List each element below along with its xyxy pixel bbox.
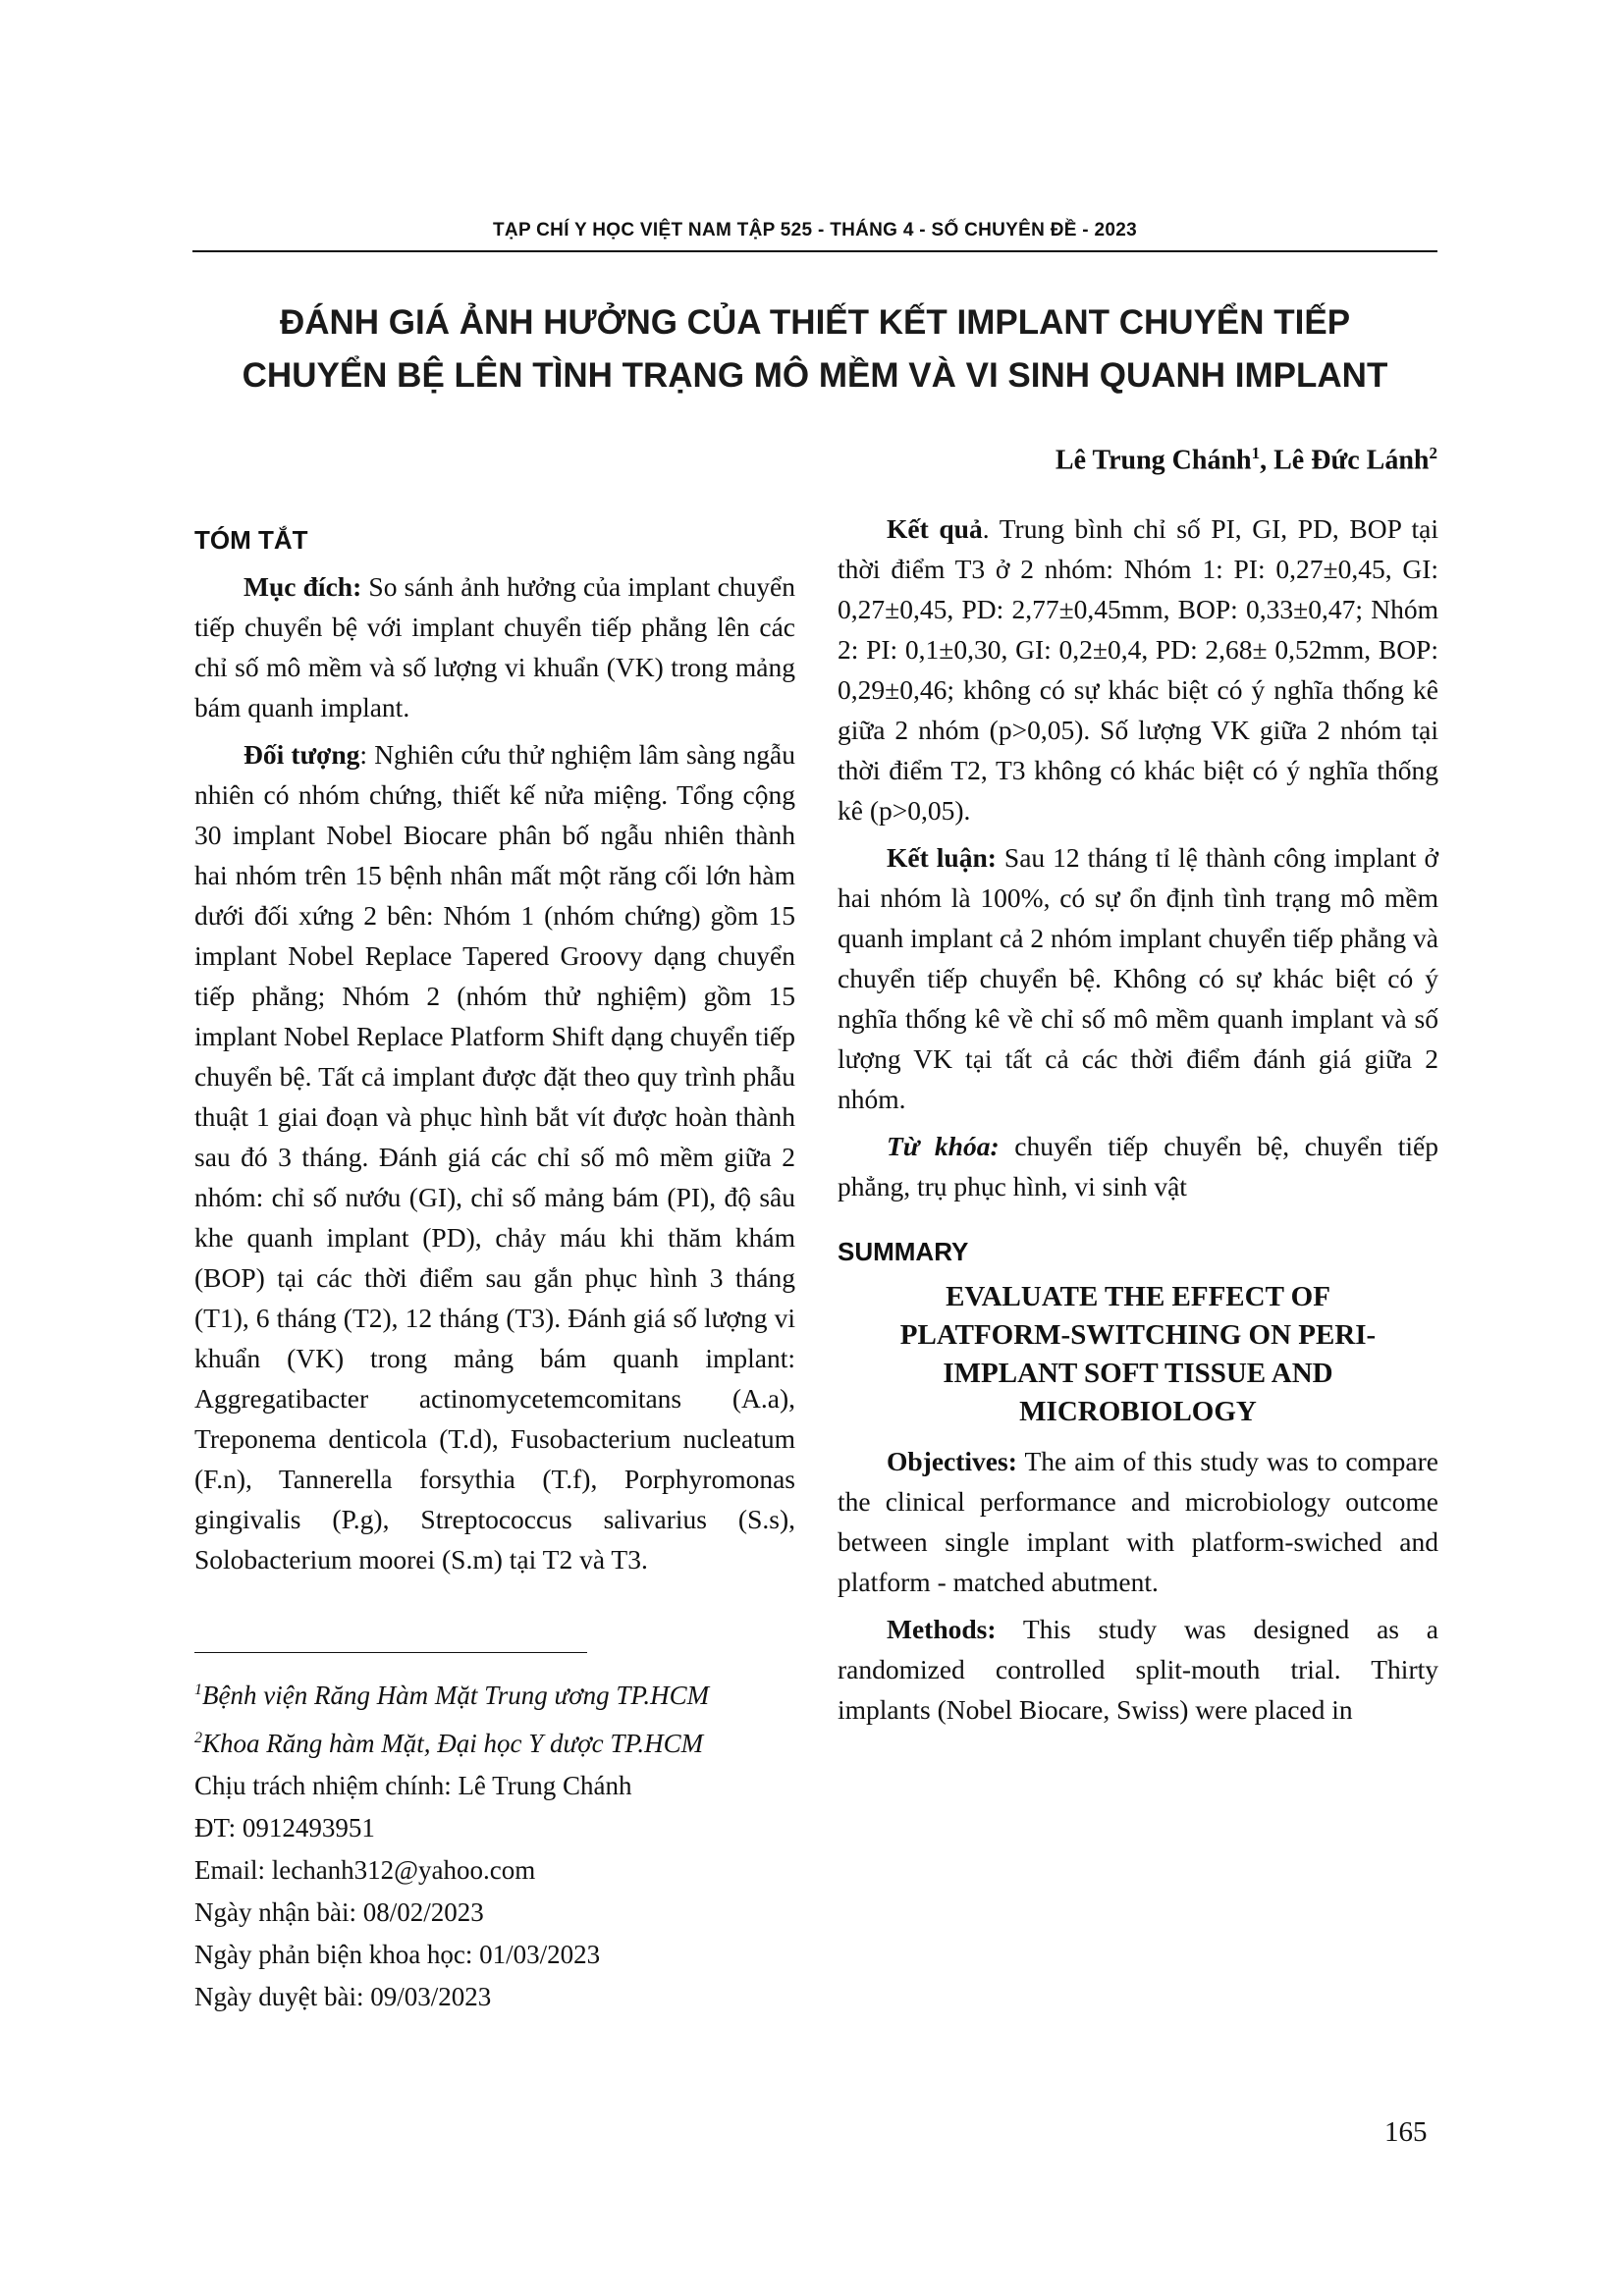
article-title-line-1: ĐÁNH GIÁ ẢNH HƯỞNG CỦA THIẾT KẾT IMPLANT CHUYỂN TIẾP bbox=[279, 303, 1351, 342]
article-title-line-2: CHUYỂN BỆ LÊN TÌNH TRẠNG MÔ MỀM VÀ VI SINH QUANH IMPLANT bbox=[242, 356, 1388, 395]
affiliation-1-text: Bệnh viện Răng Hàm Mặt Trung ương TP.HCM bbox=[202, 1681, 710, 1710]
results-text: . Trung bình chỉ số PI, GI, PD, BOP tại thời điểm T3 ở 2 nhóm: Nhóm 1: PI: 0,27±0,45, GI: 0,27±0,45, PD: 2,77±0,45mm, BOP: 0,33±0,47; Nhóm 2: PI: 0,1±0,30, GI: 0,2±0,4, PD: 2,68± 0,52mm, BOP: 0,29±0,46; không có sự khác biệt có ý nghĩa thống kê giữa 2 nhóm (p>0,05). Số lượng VK giữa 2 nhóm tại thời điểm T2, T3 không có khác biệt có ý nghĩa thống kê (p>0,05). bbox=[838, 513, 1438, 826]
results-label: Kết quả bbox=[887, 513, 983, 544]
english-title bbox=[838, 1278, 1438, 1431]
english-title-line-1: EVALUATE THE EFFECT OF bbox=[946, 1281, 1330, 1312]
affiliation-2 bbox=[194, 1717, 803, 1765]
affiliation-2-mark: 2 bbox=[194, 1730, 202, 1746]
affiliation-1-mark: 1 bbox=[194, 1682, 202, 1698]
keywords-text: chuyển tiếp chuyển bệ, chuyển tiếp phẳng, trụ phục hình, vi sinh vật bbox=[838, 1131, 1438, 1201]
objective-text: So sánh ảnh hưởng của implant chuyển tiếp chuyển bệ với implant chuyển tiếp phẳng lên các chỉ số mô mềm và số lượng vi khuẩn (VK) trong mảng bám quanh implant. bbox=[194, 571, 795, 722]
author-1: Lê Trung Chánh bbox=[1055, 445, 1252, 476]
english-title-line-3: IMPLANT SOFT TISSUE AND bbox=[943, 1358, 1333, 1389]
author-separator: , bbox=[1260, 445, 1274, 476]
footnotes bbox=[194, 1669, 803, 2018]
conclusion-text: Sau 12 tháng tỉ lệ thành công implant ở hai nhóm là 100%, có sự ổn định tình trạng mô mềm quanh implant cả 2 nhóm implant chuyển tiếp phẳng và chuyển tiếp chuyển bệ. Không có sự khác biệt có ý nghĩa thống kê về chỉ số mô mềm quanh implant và số lượng VK tại tất cả các thời điểm đánh giá giữa 2 nhóm. bbox=[838, 842, 1439, 1114]
affiliation-2-text: Khoa Răng hàm Mặt, Đại học Y dược TP.HCM bbox=[202, 1729, 704, 1758]
date-reviewed: Ngày phản biện khoa học: 01/03/2023 bbox=[194, 1940, 601, 1969]
article-title bbox=[192, 296, 1437, 402]
authors bbox=[1056, 444, 1437, 476]
summary-heading: SUMMARY bbox=[838, 1237, 969, 1266]
date-received: Ngày nhận bài: 08/02/2023 bbox=[194, 1897, 484, 1927]
abstract-heading: TÓM TẮT bbox=[194, 525, 308, 555]
date-accepted: Ngày duyệt bài: 09/03/2023 bbox=[194, 1982, 492, 2011]
keywords-label: Từ khóa: bbox=[887, 1131, 1000, 1161]
english-title-line-4: MICROBIOLOGY bbox=[1019, 1396, 1257, 1427]
methods-label: Methods: bbox=[887, 1614, 997, 1644]
summary-methods bbox=[838, 1609, 1438, 1730]
objectives-label: Objectives: bbox=[887, 1446, 1017, 1476]
corresponding-author: Chịu trách nhiệm chính: Lê Trung Chánh bbox=[194, 1771, 632, 1800]
summary-objectives bbox=[838, 1441, 1438, 1602]
author-2: Lê Đức Lánh bbox=[1273, 445, 1430, 476]
objective-label: Mục đích: bbox=[244, 571, 362, 602]
affiliation-1 bbox=[194, 1669, 803, 1717]
email: Email: lechanh312@yahoo.com bbox=[194, 1855, 536, 1885]
abstract-objective bbox=[194, 566, 795, 727]
left-column bbox=[194, 520, 795, 1586]
header-rule bbox=[192, 250, 1437, 252]
footnote-rule bbox=[194, 1652, 587, 1653]
abstract-keywords bbox=[838, 1126, 1438, 1206]
english-title-line-2: PLATFORM-SWITCHING ON PERI- bbox=[899, 1319, 1377, 1351]
abstract-conclusion bbox=[838, 837, 1438, 1119]
page-number: 165 bbox=[1384, 2116, 1428, 2148]
abstract-subjects bbox=[194, 734, 795, 1579]
methods-text: This study was designed as a randomized controlled split-mouth trial. Thirty implants (Nobel Biocare, Swiss) were placed in bbox=[838, 1614, 1438, 1725]
running-header: TẠP CHÍ Y HỌC VIỆT NAM TẬP 525 - THÁNG 4 - SỐ CHUYÊN ĐỀ - 2023 bbox=[493, 220, 1137, 240]
subjects-label: Đối tượng bbox=[244, 739, 360, 770]
conclusion-label: Kết luận: bbox=[887, 842, 997, 873]
subjects-text: : Nghiên cứu thử nghiệm lâm sàng ngẫu nhiên có nhóm chứng, thiết kế nửa miệng. Tổng cộng 30 implant Nobel Biocare phân bố ngẫu nhiên thành hai nhóm trên 15 bệnh nhân mất một răng cối lớn hàm dưới đối xứng 2 bên: Nhóm 1 (nhóm chứng) gồm 15 implant Nobel Replace Tapered Groovy dạng chuyển tiếp phẳng; Nhóm 2 (nhóm thử nghiệm) gồm 15 implant Nobel Replace Platform Shift dạng chuyển tiếp chuyển bệ. Tất cả implant được đặt theo quy trình phẫu thuật 1 giai đoạn và phục hình bắt vít được hoàn thành sau đó 3 tháng. Đánh giá các chỉ số mô mềm giữa 2 nhóm: chỉ số nướu (GI), chỉ số mảng bám (PI), độ sâu khe quanh implant (PD), chảy máu khi thăm khám (BOP) tại các thời điểm sau gắn phục hình 3 tháng (T1), 6 tháng (T2), 12 tháng (T3). Đánh giá số lượng vi khuẩn (VK) trong mảng bám quanh implant: Aggregatibacter actinomycetemcomitans (A.a), Treponema denticola (T.d), Fusobacterium nucleatum (F.n), Tannerella forsythia (T.f), Porphyromonas gingivalis (P.g), Streptococcus salivarius (S.s), Solobacterium moorei (S.m) tại T2 và T3. bbox=[194, 739, 795, 1575]
abstract-results bbox=[838, 508, 1438, 830]
phone: ĐT: 0912493951 bbox=[194, 1813, 375, 1842]
author-1-affiliation: 1 bbox=[1251, 444, 1261, 462]
objectives-text: The aim of this study was to compare the clinical performance and microbiology outcome between single implant with platform-swiched and platform - matched abutment. bbox=[838, 1446, 1438, 1597]
author-2-affiliation: 2 bbox=[1429, 444, 1437, 462]
right-column bbox=[838, 508, 1438, 1736]
